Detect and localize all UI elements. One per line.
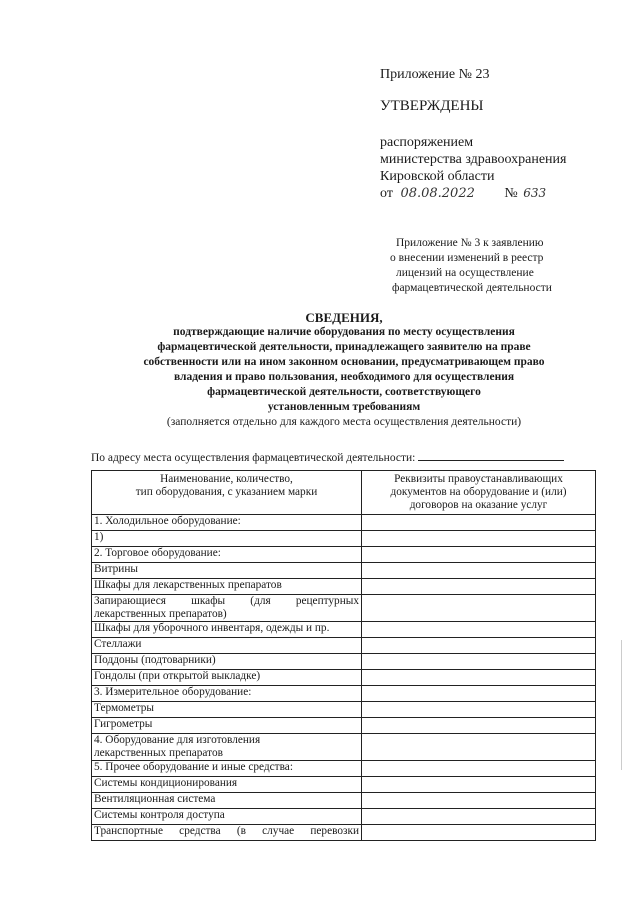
row-label: Поддоны (подтоварники) [92, 654, 362, 670]
row-label: 2. Торговое оборудование: [92, 547, 362, 563]
row-value[interactable] [362, 734, 596, 761]
table-row [92, 809, 596, 825]
header-left-line: Наименование, количество, [160, 473, 293, 485]
row-label [92, 734, 362, 761]
row-label: 5. Прочее оборудование и иные средства: [92, 761, 362, 777]
table-row [92, 777, 596, 793]
address-line [91, 448, 564, 465]
row-label-line: лекарственных препаратов) [94, 608, 227, 620]
table-row [92, 793, 596, 809]
row-value[interactable] [362, 638, 596, 654]
row-value[interactable] [362, 670, 596, 686]
title-line-3: собственности или на ином законном основании, предусматривающем право [143, 356, 545, 368]
document-title-block [80, 310, 608, 430]
table-row [92, 638, 596, 654]
row-value[interactable] [362, 622, 596, 638]
title-line-4: владения и право пользования, необходимого для осуществления [173, 371, 515, 383]
row-label [92, 595, 362, 622]
row-value[interactable] [362, 825, 596, 841]
row-label: Витрины [92, 563, 362, 579]
row-label: Системы контроля доступа [92, 809, 362, 825]
row-label: 1. Холодильное оборудование: [92, 515, 362, 531]
table-row [92, 654, 596, 670]
scan-edge-shadow [621, 640, 622, 770]
table-header-row [92, 471, 596, 515]
header-documents [362, 471, 596, 515]
row-value[interactable] [362, 595, 596, 622]
row-label: Гондолы (при открытой выкладке) [92, 670, 362, 686]
number-label: № [504, 186, 518, 201]
handwritten-date: 08.08.2022 [400, 186, 475, 201]
row-label: Вентиляционная система [92, 793, 362, 809]
approval-date-line [380, 185, 546, 202]
sub-appendix-line-3: лицензий на осуществление [396, 267, 534, 279]
title-line-2: фармацевтической деятельности, принадлежащего заявителю на праве [157, 341, 531, 353]
header-right-line: договоров на оказание услуг [409, 499, 548, 511]
title-line-5: фармацевтической деятельности, соответствующего [207, 386, 481, 398]
row-label: 3. Измерительное оборудование: [92, 686, 362, 702]
table-row [92, 515, 596, 531]
table-row [92, 595, 596, 622]
row-value[interactable] [362, 654, 596, 670]
header-right-line: документов на оборудование и (или) [390, 486, 567, 498]
row-label: Системы кондиционирования [92, 777, 362, 793]
row-label: Гигрометры [92, 718, 362, 734]
row-value[interactable] [362, 793, 596, 809]
approval-line-3: Кировской области [380, 169, 495, 184]
approval-line-1: распоряжением [380, 135, 474, 150]
row-value[interactable] [362, 702, 596, 718]
header-right-line: Реквизиты правоустанавливающих [394, 473, 563, 485]
row-label: 1) [92, 531, 362, 547]
row-value[interactable] [362, 718, 596, 734]
row-label: Транспортные средства (в случае перевозки [92, 825, 362, 841]
table-row [92, 734, 596, 761]
from-label: от [380, 186, 393, 201]
row-label: Шкафы для лекарственных препаратов [92, 579, 362, 595]
table-row [92, 761, 596, 777]
row-value[interactable] [362, 761, 596, 777]
handwritten-number: 633 [523, 186, 547, 200]
row-label: Шкафы для уборочного инвентаря, одежды и пр. [92, 622, 362, 638]
sub-appendix-line-2: о внесении изменений в реестр [390, 252, 544, 264]
row-value[interactable] [362, 686, 596, 702]
table-row [92, 702, 596, 718]
title-line-1: подтверждающие наличие оборудования по месту осуществления [173, 326, 515, 338]
sub-appendix-line-4: фармацевтической деятельности [392, 282, 552, 294]
header-equipment [92, 471, 362, 515]
table-row [92, 622, 596, 638]
approved-heading: УТВЕРЖДЕНЫ [380, 98, 484, 114]
table-row [92, 670, 596, 686]
document-title: СВЕДЕНИЯ, [305, 310, 383, 325]
table-row [92, 547, 596, 563]
row-value[interactable] [362, 563, 596, 579]
row-label: Термометры [92, 702, 362, 718]
row-value[interactable] [362, 515, 596, 531]
header-left-line: тип оборудования, с указанием марки [135, 486, 318, 498]
table-row [92, 579, 596, 595]
equipment-table [91, 470, 596, 841]
appendix-number: Приложение № 23 [380, 67, 490, 82]
sub-appendix-line-1: Приложение № 3 к заявлению [396, 237, 544, 249]
row-label-line: 4. Оборудование для изготовления [94, 734, 261, 746]
title-note: (заполняется отдельно для каждого места осуществления деятельности) [166, 416, 522, 428]
table-row [92, 825, 596, 841]
approval-line-2: министерства здравоохранения [380, 152, 567, 167]
row-label-line: лекарственных препаратов [94, 747, 223, 759]
title-line-6: установленным требованиям [267, 401, 421, 413]
row-label-line: Запирающиеся шкафы (для рецептурных [94, 595, 359, 607]
row-value[interactable] [362, 579, 596, 595]
address-label: По адресу места осуществления фармацевтической деятельности: [91, 452, 416, 464]
table-row [92, 531, 596, 547]
row-label: Стеллажи [92, 638, 362, 654]
row-value[interactable] [362, 531, 596, 547]
table-row [92, 563, 596, 579]
address-fill-line [418, 448, 564, 461]
row-value[interactable] [362, 777, 596, 793]
table-row [92, 718, 596, 734]
table-row [92, 686, 596, 702]
row-value[interactable] [362, 809, 596, 825]
row-value[interactable] [362, 547, 596, 563]
